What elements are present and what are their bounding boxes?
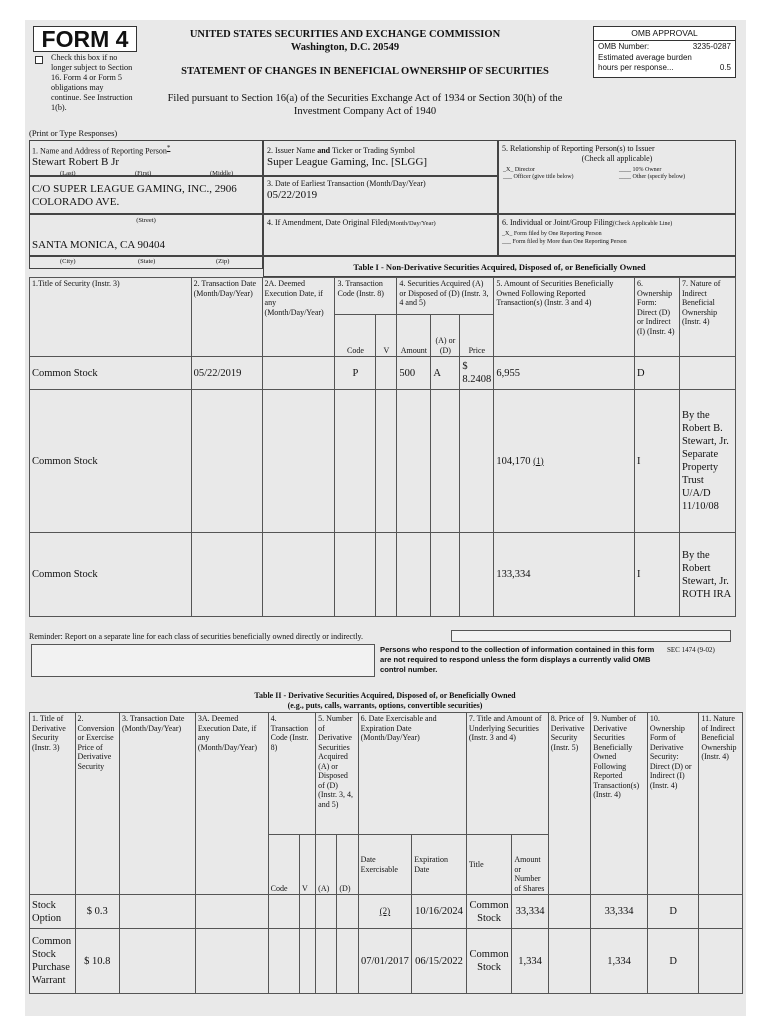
relationship-box	[498, 140, 736, 214]
t1-r0-date: 05/22/2019	[191, 357, 262, 390]
t1-r2-v	[376, 533, 397, 617]
table1-title: Table I - Non-Derivative Securities Acquired, Disposed of, or Beneficially Owned	[263, 256, 736, 277]
reporting-person-label-mark: *	[166, 144, 171, 152]
t1-r0-price: $ 8.2408	[460, 357, 494, 390]
table-row	[30, 895, 743, 929]
issuer-name[interactable]: Super League Gaming, Inc. [SLGG]	[267, 155, 428, 168]
t1-h-price: Price	[460, 315, 494, 357]
t1-r1-owned: 104,170	[496, 455, 531, 467]
t2-r1-a	[316, 929, 337, 994]
t2-h-v: V	[299, 835, 315, 895]
sublabel-state: (State)	[138, 258, 156, 265]
omb-hours-value: 0.5	[719, 63, 731, 72]
t1-r0-nature	[679, 357, 735, 390]
t2-r1-title: Common Stock Purchase Warrant	[30, 929, 76, 994]
sublabel-zip: (Zip)	[216, 258, 230, 265]
t2-h-u-amount: Amount or Number of Shares	[512, 835, 548, 895]
reporting-person-name-box	[29, 140, 263, 176]
t1-r2-price	[460, 533, 494, 617]
table2-title	[145, 691, 625, 710]
t2-r0-code	[268, 895, 299, 929]
filed-pursuant	[145, 92, 585, 118]
t1-r1-owned-cell	[494, 390, 635, 533]
t2-r1-nature	[699, 929, 743, 994]
t1-r1-nature: By the Robert B. Stewart, Jr. Separate Property Trust U/A/D 11/10/08	[679, 390, 735, 533]
t2-r1-form: D	[647, 929, 699, 994]
t1-h-aord: (A) or (D)	[431, 315, 460, 357]
footnote-1-link[interactable]: (1)	[533, 455, 544, 466]
t1-r2-title: Common Stock	[30, 533, 192, 617]
t2-r1-d-price	[548, 929, 590, 994]
agency-heading	[155, 28, 535, 54]
t1-r1-amount	[397, 390, 431, 533]
form-page	[25, 20, 746, 1016]
ten-percent-owner-option[interactable]: ____ 10% Owner	[619, 167, 662, 173]
filing-label: 6. Individual or Joint/Group Filing(Check Applicable Line)	[502, 218, 673, 227]
t2-r0-expiration: 10/16/2024	[412, 895, 467, 929]
statement-title: STATEMENT OF CHANGES IN BENEFICIAL OWNERSHIP OF SECURITIES	[181, 66, 549, 77]
t2-h-deemed: 3A. Deemed Execution Date, if any (Month/Day/Year)	[195, 713, 268, 895]
t2-r0-form: D	[647, 895, 699, 929]
t2-h-nature: 11. Nature of Indirect Beneficial Ownership (Instr. 4)	[699, 713, 743, 895]
t2-r0-u-title: Common Stock	[466, 895, 512, 929]
issuer-box	[263, 140, 498, 176]
t2-r0-a	[316, 895, 337, 929]
t1-r1-code	[335, 390, 376, 533]
t1-r1-aord	[431, 390, 460, 533]
filing-box	[498, 214, 736, 256]
table1	[29, 277, 736, 617]
t1-h-nature: 7. Nature of Indirect Beneficial Ownership (Instr. 4)	[679, 278, 735, 357]
t1-r0-aord: A	[431, 357, 460, 390]
earliest-date-label: 3. Date of Earliest Transaction (Month/Day/Year)	[267, 179, 426, 188]
t2-h-code: 4. Transaction Code (Instr. 8)	[268, 713, 316, 835]
t1-h-code: 3. Transaction Code (Instr. 8)	[335, 278, 397, 315]
t2-h-number: 5. Number of Derivative Securities Acquired (A) or Disposed of (D) (Instr. 3, 4, and 5)	[316, 713, 358, 835]
t1-r0-code: P	[335, 357, 376, 390]
t2-r1-deemed	[195, 929, 268, 994]
t1-r0-owned: 6,955	[494, 357, 635, 390]
amendment-label: 4. If Amendment, Date Original Filed(Month/Day/Year)	[267, 218, 436, 227]
t1-r1-v	[376, 390, 397, 533]
t2-h-code-sub: Code	[268, 835, 299, 895]
t2-r0-deemed	[195, 895, 268, 929]
t2-r1-exercisable: 07/01/2017	[358, 929, 412, 994]
t2-r0-u-amount: 33,334	[512, 895, 548, 929]
t2-h-conversion: 2. Conversion or Exercise Price of Derivative Security	[75, 713, 119, 895]
omb-hours-label: hours per response...	[598, 63, 674, 72]
t2-r0-price: $ 0.3	[75, 895, 119, 929]
earliest-transaction-box	[263, 176, 498, 214]
filing-one-person[interactable]: _X_ Form filed by One Reporting Person	[502, 230, 602, 237]
relationship-label: 5. Relationship of Reporting Person(s) to Issuer	[502, 144, 655, 153]
agency-line2: Washington, D.C. 20549	[290, 42, 400, 53]
t2-h-title: 1. Title of Derivative Security (Instr. 3)	[30, 713, 76, 895]
t2-h-price: 8. Price of Derivative Security (Instr. 5)	[548, 713, 590, 895]
t1-r0-title: Common Stock	[30, 357, 192, 390]
t2-h-u-title: Title	[466, 835, 512, 895]
omb-number-label: OMB Number:	[598, 42, 650, 51]
agency-line1: UNITED STATES SECURITIES AND EXCHANGE COMMISSION	[189, 29, 501, 40]
t2-r0-d	[337, 895, 358, 929]
t1-r0-amount: 500	[397, 357, 431, 390]
omb-title: OMB APPROVAL	[594, 27, 735, 41]
t2-h-owned: 9. Number of Derivative Securities Beneficially Owned Following Reported Transaction(s) (Instr. 4)	[591, 713, 648, 895]
t2-r0-title: Stock Option	[30, 895, 76, 929]
t2-r1-price: $ 10.8	[75, 929, 119, 994]
t1-r1-form: I	[635, 390, 680, 533]
t2-r1-code	[268, 929, 299, 994]
t2-r1-expiration: 06/15/2022	[412, 929, 467, 994]
issuer-label: 2. Issuer Name and Ticker or Trading Symbol	[267, 146, 416, 155]
t2-h-exercise: 6. Date Exercisable and Expiration Date (Month/Day/Year)	[358, 713, 466, 835]
print-type-note: (Print or Type Responses)	[29, 128, 118, 138]
director-option[interactable]: _X_ Director	[503, 167, 535, 173]
t1-r2-owned: 133,334	[494, 533, 635, 617]
t1-r0-form: D	[635, 357, 680, 390]
t2-h-form: 10. Ownership Form of Derivative Security: Direct (D) or Indirect (I) (Instr. 4)	[647, 713, 699, 895]
no-longer-subject-checkbox[interactable]	[35, 56, 43, 64]
t2-r0-d-price	[548, 895, 590, 929]
t2-r0-exercisable-cell	[358, 895, 412, 929]
t1-r1-deemed	[262, 390, 335, 533]
t1-h-amount: Amount	[397, 315, 431, 357]
sublabel-last: (Last)	[60, 170, 76, 177]
t1-r2-aord	[431, 533, 460, 617]
t1-r2-nature: By the Robert Stewart, Jr. ROTH IRA	[679, 533, 735, 617]
t1-r0-deemed	[262, 357, 335, 390]
table-row	[30, 357, 736, 390]
table2-title-line1: Table II - Derivative Securities Acquired, Disposed of, or Beneficially Owned	[254, 691, 516, 700]
t1-r0-v	[376, 357, 397, 390]
address-line1[interactable]: C/O SUPER LEAGUE GAMING, INC., 2906	[32, 183, 237, 195]
t1-r2-form: I	[635, 533, 680, 617]
reporting-person-address-box	[29, 176, 263, 214]
sublabel-city: (City)	[60, 258, 76, 265]
reminder-text: Reminder: Report on a separate line for each class of securities beneficially owned directly or indirectly.	[29, 632, 364, 641]
reminder-blank-box	[31, 644, 375, 677]
sec-code: SEC 1474 (9-02)	[667, 646, 715, 654]
t1-r2-deemed	[262, 533, 335, 617]
address-line2[interactable]: COLORADO AVE.	[32, 196, 120, 208]
table-row	[30, 533, 736, 617]
t2-h-expiration: Expiration Date	[412, 835, 467, 895]
reporting-person-name[interactable]: Stewart Robert B Jr	[32, 156, 120, 169]
table2	[29, 712, 743, 994]
t2-r1-d	[337, 929, 358, 994]
t2-r0-tdate	[119, 895, 195, 929]
omb-number-value: 3235-0287	[692, 42, 731, 51]
reminder-blank-field	[451, 630, 731, 642]
sublabel-first: (First)	[135, 170, 152, 177]
reporting-person-city-box	[29, 214, 263, 256]
filed-line2: Investment Company Act of 1940	[293, 106, 437, 117]
filing-more-persons[interactable]: ___ Form filed by More than One Reporting Person	[502, 238, 627, 245]
t2-r1-u-amount: 1,334	[512, 929, 548, 994]
t2-h-underlying: 7. Title and Amount of Underlying Securities (Instr. 3 and 4)	[466, 713, 548, 835]
table-row	[30, 929, 743, 994]
checkbox-note: Check this box if no longer subject to Section 16. Form 4 or Form 5 obligations may continue. See Instruction 1(b).	[51, 53, 133, 112]
omb-burden-label: Estimated average burden	[598, 52, 692, 62]
t1-h-securities: 4. Securities Acquired (A) or Disposed of (D) (Instr. 3, 4 and 5)	[397, 278, 494, 315]
t2-r1-v	[299, 929, 315, 994]
t2-h-d: (D)	[337, 835, 358, 895]
t2-h-date: 3. Transaction Date (Month/Day/Year)	[119, 713, 195, 895]
t2-h-date-ex: Date Exercisable	[358, 835, 412, 895]
amendment-box	[263, 214, 498, 256]
t1-r1-title: Common Stock	[30, 390, 192, 533]
t2-r1-owned: 1,334	[591, 929, 648, 994]
t1-r2-amount	[397, 533, 431, 617]
form-title: FORM 4	[33, 26, 137, 52]
reporting-person-label: 1. Name and Address of Reporting Person	[32, 146, 167, 156]
t1-r2-code	[335, 533, 376, 617]
earliest-date-value[interactable]: 05/22/2019	[267, 188, 318, 201]
t1-h-date: 2. Transaction Date (Month/Day/Year)	[191, 278, 262, 357]
t2-h-a: (A)	[316, 835, 337, 895]
t1-h-title: 1.Title of Security (Instr. 3)	[30, 278, 192, 357]
t1-r1-date	[191, 390, 262, 533]
t2-r0-nature	[699, 895, 743, 929]
filed-line1: Filed pursuant to Section 16(a) of the Securities Exchange Act of 1934 or Section 30(h) of the	[167, 93, 563, 104]
city-sublabels-row	[29, 256, 263, 269]
t2-r0-v	[299, 895, 315, 929]
t1-h-code-sub: Code	[335, 315, 376, 357]
t2-r1-tdate	[119, 929, 195, 994]
omb-approval-box	[593, 26, 736, 78]
t2-r0-owned: 33,334	[591, 895, 648, 929]
t1-h-form: 6. Ownership Form: Direct (D) or Indirect (I) (Instr. 4)	[635, 278, 680, 357]
sublabel-street: (Street)	[136, 217, 156, 224]
footnote-2-link[interactable]: (2)	[379, 906, 391, 916]
city-state-zip[interactable]: SANTA MONICA, CA 90404	[32, 239, 165, 251]
persons-notice: Persons who respond to the collection of information contained in this form are not required to respond unless the form displays a currently valid OMB control number.	[380, 645, 655, 674]
table-row	[30, 390, 736, 533]
t1-h-v: V	[376, 315, 397, 357]
table2-title-line2: (e.g., puts, calls, warrants, options, convertible securities)	[287, 700, 483, 710]
t2-r1-u-title: Common Stock	[466, 929, 512, 994]
t1-h-owned: 5. Amount of Securities Beneficially Owned Following Reported Transaction(s) (Instr. 3 and 4)	[494, 278, 635, 357]
t1-r2-date	[191, 533, 262, 617]
t1-h-deemed: 2A. Deemed Execution Date, if any (Month/Day/Year)	[262, 278, 335, 357]
other-option[interactable]: ____ Other (specify below)	[619, 174, 686, 180]
t1-r1-price	[460, 390, 494, 533]
officer-option[interactable]: ___ Officer (give title below)	[503, 174, 574, 180]
check-all-applicable: (Check all applicable)	[581, 153, 653, 163]
sublabel-middle: (Middle)	[210, 170, 234, 177]
